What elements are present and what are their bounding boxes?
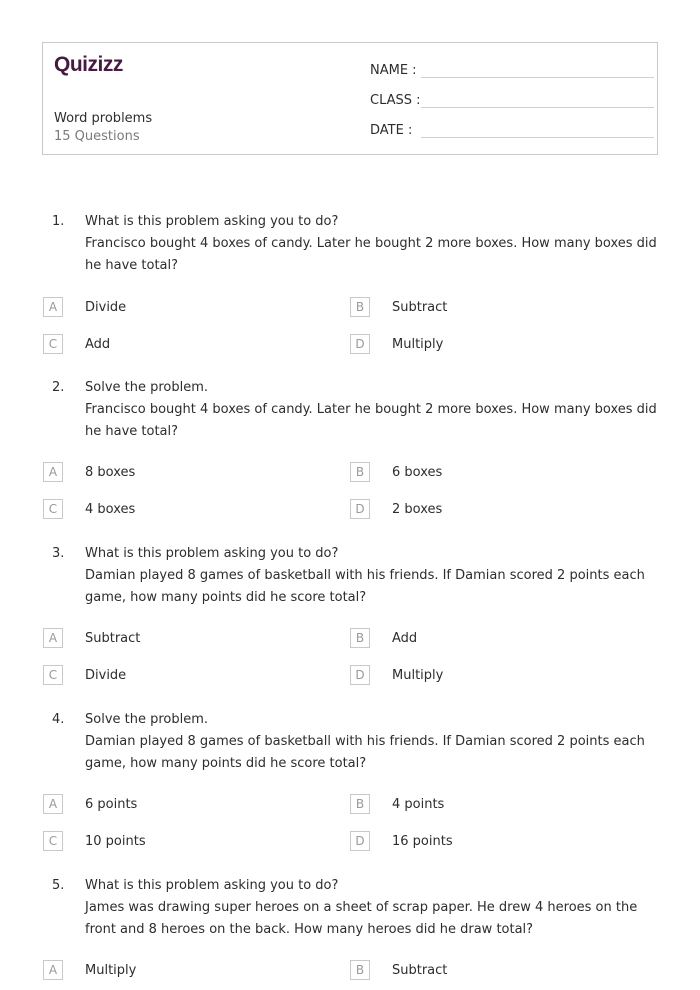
class-field[interactable] <box>370 90 650 110</box>
question-prompt: Solve the problem. <box>85 712 209 727</box>
option-text: Multiply <box>392 337 444 352</box>
option-d[interactable] <box>350 499 610 521</box>
question-number: 5. <box>52 878 65 893</box>
option-c[interactable] <box>43 499 303 521</box>
question-prompt: What is this problem asking you to do? <box>85 546 339 561</box>
name-label: NAME : <box>370 63 417 78</box>
option-d[interactable] <box>350 831 610 853</box>
option-text: 6 points <box>85 797 138 812</box>
option-d[interactable] <box>350 334 610 356</box>
worksheet-title: Word problems <box>54 111 153 126</box>
name-field[interactable] <box>370 60 650 80</box>
question-prompt: Solve the problem. <box>85 380 209 395</box>
option-text: 16 points <box>392 834 453 849</box>
option-text: Divide <box>85 300 127 315</box>
option-text: Divide <box>85 668 127 683</box>
option-text: Subtract <box>85 631 141 646</box>
date-line <box>421 137 654 138</box>
option-letter: A <box>43 297 63 317</box>
option-text: Multiply <box>85 963 137 978</box>
option-letter: D <box>350 334 370 354</box>
question-body: Francisco bought 4 boxes of candy. Later he bought 2 more boxes. How many boxes did he have total? <box>85 402 657 439</box>
option-letter: C <box>43 831 63 851</box>
option-letter: D <box>350 665 370 685</box>
option-letter: B <box>350 462 370 482</box>
option-letter: A <box>43 794 63 814</box>
quizizz-logo: Quizizz <box>54 53 123 76</box>
option-text: Subtract <box>392 963 448 978</box>
class-label: CLASS : <box>370 93 421 108</box>
option-letter: C <box>43 499 63 519</box>
option-letter: C <box>43 334 63 354</box>
option-text: Multiply <box>392 668 444 683</box>
question-prompt: What is this problem asking you to do? <box>85 878 339 893</box>
name-line <box>421 77 654 78</box>
option-text: 4 points <box>392 797 445 812</box>
option-letter: B <box>350 794 370 814</box>
option-text: 8 boxes <box>85 465 136 480</box>
option-text: Subtract <box>392 300 448 315</box>
option-a[interactable] <box>43 297 303 319</box>
class-line <box>421 107 654 108</box>
option-text: Add <box>392 631 418 646</box>
question-number: 1. <box>52 214 65 229</box>
option-d[interactable] <box>350 665 610 687</box>
option-letter: B <box>350 297 370 317</box>
option-a[interactable] <box>43 462 303 484</box>
question-body: Damian played 8 games of basketball with his friends. If Damian scored 2 points each game, how many points did he score total? <box>85 568 645 605</box>
worksheet-header <box>42 42 658 155</box>
option-letter: C <box>43 665 63 685</box>
question-body: James was drawing super heroes on a sheet of scrap paper. He drew 4 heroes on the front and 8 heroes on the back. How many heroes did he draw total? <box>85 900 638 937</box>
question-number: 4. <box>52 712 65 727</box>
date-label: DATE : <box>370 123 413 138</box>
option-text: 6 boxes <box>392 465 443 480</box>
question-number: 3. <box>52 546 65 561</box>
option-c[interactable] <box>43 665 303 687</box>
date-field[interactable] <box>370 120 650 140</box>
option-letter: A <box>43 960 63 980</box>
option-text: 2 boxes <box>392 502 443 517</box>
option-b[interactable] <box>350 960 610 982</box>
option-b[interactable] <box>350 794 610 816</box>
question-body: Damian played 8 games of basketball with his friends. If Damian scored 2 points each game, how many points did he score total? <box>85 734 645 771</box>
option-text: 4 boxes <box>85 502 136 517</box>
option-text: 10 points <box>85 834 146 849</box>
question-number: 2. <box>52 380 65 395</box>
option-letter: D <box>350 499 370 519</box>
option-c[interactable] <box>43 334 303 356</box>
option-a[interactable] <box>43 628 303 650</box>
option-letter: D <box>350 831 370 851</box>
option-b[interactable] <box>350 462 610 484</box>
option-a[interactable] <box>43 960 303 982</box>
option-text: Add <box>85 337 111 352</box>
option-letter: A <box>43 462 63 482</box>
question-prompt: What is this problem asking you to do? <box>85 214 339 229</box>
question-body: Francisco bought 4 boxes of candy. Later he bought 2 more boxes. How many boxes did he have total? <box>85 236 657 273</box>
option-letter: A <box>43 628 63 648</box>
option-c[interactable] <box>43 831 303 853</box>
option-letter: B <box>350 628 370 648</box>
option-b[interactable] <box>350 297 610 319</box>
question-count: 15 Questions <box>54 129 140 144</box>
option-b[interactable] <box>350 628 610 650</box>
option-letter: B <box>350 960 370 980</box>
option-a[interactable] <box>43 794 303 816</box>
